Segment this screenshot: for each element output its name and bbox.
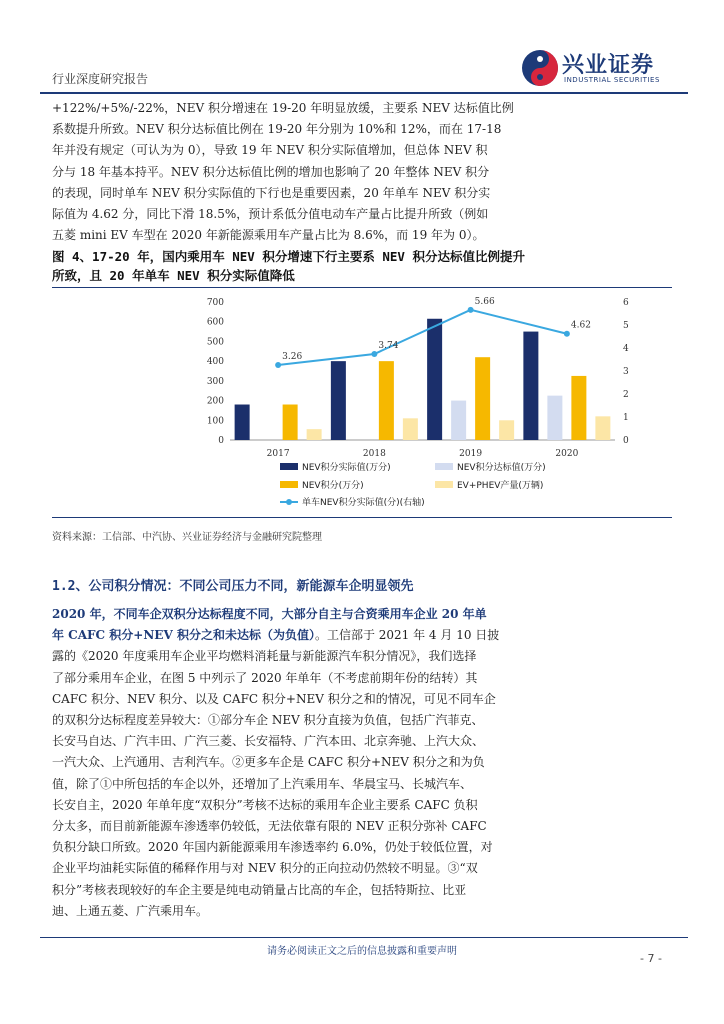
body-line: 分太多，而目前新能源车渗透率仍较低，无法依靠有限的 NEV 正积分弥补 CAFC <box>52 819 487 834</box>
intro-line: 际值为 4.62 分，同比下滑 18.5%，预计系低分值电动车产量占比提升所致（例如 <box>52 207 489 222</box>
bar <box>403 418 418 440</box>
y-right-tick-label: 3 <box>623 367 629 377</box>
legend-label: NEV积分(万分) <box>302 481 364 491</box>
x-tick-label: 2018 <box>362 449 386 459</box>
x-tick-label: 2017 <box>266 449 290 459</box>
y-left-tick-label: 0 <box>218 436 224 446</box>
bar <box>595 416 610 440</box>
figure-title <box>52 247 668 285</box>
bar <box>331 361 346 440</box>
bar <box>451 401 466 440</box>
line-data-label: 3.26 <box>282 352 303 363</box>
body-bold-line: 2020 年，不同车企双积分达标程度不同，大部分自主与合资乘用车企业 20 年单 <box>52 607 487 621</box>
bar <box>475 357 490 440</box>
body-line: 的双积分达标程度差异较大：①部分车企 NEV 积分直接为负值，包括广汽菲克、 <box>52 713 484 728</box>
legend-swatch <box>280 481 298 488</box>
legend-label: EV+PHEV产量(万辆) <box>457 481 544 491</box>
intro-line: 系数提升所致。NEV 积分达标值比例在 19-20 年分别为 10%和 12%，而在 17-18 <box>52 122 502 137</box>
legend-line-marker <box>286 499 292 505</box>
line-point <box>468 307 474 313</box>
body-span: 。工信部于 2021 年 4 月 10 日披 <box>314 628 500 643</box>
footer-disclaimer: 请务必阅读正文之后的信息披露和重要声明 <box>267 946 457 957</box>
body-line: 长安马自达、广汽丰田、广汽三菱、长安福特、广汽本田、北京奔驰、上汽大众、 <box>52 734 485 749</box>
body-line: 长安自主，2020 年单年度“双积分”考核不达标的乘用车企业主要系 CAFC 负积 <box>52 797 478 812</box>
bar <box>427 319 442 440</box>
legend-swatch <box>435 481 453 488</box>
legend-label: NEV积分实际值(万分) <box>302 463 391 473</box>
body-line: 值，除了①中所包括的车企以外，还增加了上汽乘用车、华晨宝马、长城汽车、 <box>52 776 473 791</box>
page-number: - 7 - <box>640 952 662 965</box>
section-heading: 1.2、公司积分情况：不同公司压力不同，新能源车企明显领先 <box>52 579 414 594</box>
bar <box>307 429 322 440</box>
body-line <box>52 625 672 646</box>
y-right-tick-label: 0 <box>623 436 629 446</box>
legend-label: 单车NEV积分实际值(分)(右轴) <box>302 498 425 508</box>
line-data-label: 4.62 <box>570 320 591 331</box>
y-left-tick-label: 200 <box>206 396 224 407</box>
intro-paragraph <box>52 98 672 246</box>
body-line: 积分”考核表现较好的车企主要是纯电动销量占比高的车企，包括特斯拉、比亚 <box>52 882 467 897</box>
y-right-tick-label: 4 <box>623 344 629 354</box>
bar <box>499 420 514 440</box>
y-left-tick-label: 500 <box>206 337 224 348</box>
x-tick-label: 2019 <box>459 449 483 459</box>
y-right-tick-label: 1 <box>623 413 629 423</box>
body-line: 露的《2020 年度乘用车企业平均燃料消耗量与新能源汽车积分情况》，我们选择 <box>52 649 477 664</box>
x-tick-label: 2020 <box>555 449 579 459</box>
bar <box>547 396 562 440</box>
bar <box>379 361 394 440</box>
y-right-tick-label: 5 <box>623 321 629 331</box>
y-right-tick-label: 2 <box>623 390 629 400</box>
bar <box>283 405 298 440</box>
legend-label: NEV积分达标值(万分) <box>457 463 546 473</box>
y-left-tick-label: 400 <box>206 357 224 368</box>
body-line: 一汽大众、上汽通用、吉利汽车。②更多车企是 CAFC 积分+NEV 积分之和为负 <box>52 755 485 770</box>
logo-text-cn: 兴业证券 <box>562 53 655 78</box>
bar <box>571 376 586 440</box>
figure-bottom-rule <box>52 517 672 518</box>
bar <box>523 332 538 440</box>
figure-title-line: 图 4、17-20 年，国内乘用车 NEV 积分增速下行主要系 NEV 积分达标值比例提升 <box>52 249 525 264</box>
body-line: 企业平均油耗实际值的稀释作用与对 NEV 积分的正向拉动仍然较不明显。③“双 <box>52 861 478 876</box>
figure-source: 资料来源：工信部、中汽协、兴业证券经济与金融研究院整理 <box>52 532 322 543</box>
y-left-tick-label: 600 <box>206 317 224 328</box>
y-left-tick-label: 700 <box>206 298 224 308</box>
legend-swatch <box>280 463 298 470</box>
line-point <box>564 331 570 337</box>
line-point <box>371 351 377 357</box>
figure-top-rule <box>52 287 672 288</box>
report-type-label: 行业深度研究报告 <box>52 72 149 86</box>
bar <box>235 405 250 440</box>
intro-line: 分与 18 年基本持平。NEV 积分达标值比例的增加也影响了 20 年整体 NEV 积分 <box>52 164 490 179</box>
body-line: CAFC 积分、NEV 积分、以及 CAFC 积分+NEV 积分之和的情况，可见不同车企 <box>52 691 496 706</box>
line-point <box>275 362 281 368</box>
intro-line: 年并没有规定（可认为为 0），导致 19 年 NEV 积分实际值增加，但总体 NEV 积 <box>52 143 488 158</box>
y-left-tick-label: 100 <box>206 416 224 427</box>
intro-line: +122%/+5%/-22%，NEV 积分增速在 19-20 年明显放缓，主要系 NEV 达标值比例 <box>52 101 514 115</box>
figure-title-line: 所致，且 20 年单车 NEV 积分实际值降低 <box>52 268 295 283</box>
logo-emblem-icon <box>520 48 560 88</box>
header-divider <box>40 92 688 94</box>
footer-divider <box>40 937 688 938</box>
logo-text-en: INDUSTRIAL SECURITIES <box>564 76 660 84</box>
intro-line: 的表现，同时单车 NEV 积分实际值的下行也是重要因素，20 年单车 NEV 积分实 <box>52 185 491 200</box>
y-right-tick-label: 6 <box>623 298 629 308</box>
body-line: 迪、上通五菱、广汽乘用车。 <box>52 903 209 918</box>
body-line: 了部分乘用车企业，在图 5 中列示了 2020 年单年（不考虑前期年份的结转）其 <box>52 670 478 685</box>
y-left-tick-label: 300 <box>206 376 224 387</box>
line-data-label: 5.66 <box>474 296 495 307</box>
company-logo <box>520 46 670 90</box>
nev-credit-chart <box>190 292 650 514</box>
intro-line: 五菱 mini EV 车型在 2020 年新能源乘用车产量占比为 8.6%，而 19 年为 0）。 <box>52 228 485 243</box>
body-line: 负积分缺口所致。2020 年国内新能源乘用车渗透率约 6.0%，仍处于较低位置，对 <box>52 840 493 855</box>
body-bold-span: 年 CAFC 积分+NEV 积分之和未达标（为负值） <box>52 628 315 643</box>
body-paragraph <box>52 604 672 922</box>
line-data-label: 3.74 <box>378 340 399 351</box>
legend-swatch <box>435 463 453 470</box>
